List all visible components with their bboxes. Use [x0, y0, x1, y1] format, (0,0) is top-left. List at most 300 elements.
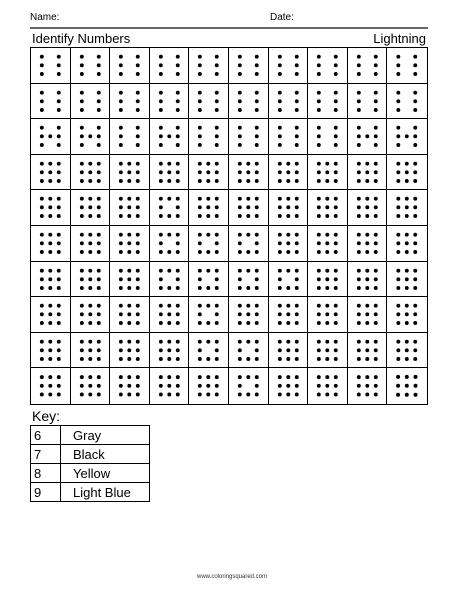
dot	[96, 214, 100, 218]
dot	[88, 206, 92, 210]
grid-cell	[387, 333, 427, 369]
grid-cell	[31, 262, 71, 298]
grid-cell	[110, 368, 150, 404]
header-divider	[30, 27, 428, 29]
dot	[246, 170, 250, 174]
dot	[374, 214, 378, 218]
dot	[334, 277, 338, 281]
dot	[357, 348, 361, 352]
dot	[96, 268, 100, 272]
dot	[255, 162, 259, 166]
dot	[317, 63, 321, 67]
dot	[397, 90, 401, 94]
key-number: 7	[31, 445, 61, 464]
dot	[128, 233, 132, 237]
dot	[246, 179, 250, 183]
dot	[277, 108, 281, 112]
dot	[207, 393, 211, 397]
dot	[334, 286, 338, 290]
grid-cell	[387, 119, 427, 155]
dot	[246, 357, 250, 361]
dot	[405, 170, 409, 174]
dot-pattern	[229, 119, 268, 154]
dot	[414, 55, 418, 59]
dot	[294, 376, 298, 380]
dot	[255, 233, 259, 237]
dot	[167, 135, 171, 139]
dot	[357, 135, 361, 139]
dot	[326, 321, 330, 325]
dot	[277, 357, 281, 361]
dot	[57, 126, 61, 130]
dot	[119, 268, 123, 272]
dot	[277, 277, 281, 281]
dot	[374, 376, 378, 380]
dot	[48, 214, 52, 218]
dot	[136, 197, 140, 201]
dot	[57, 108, 61, 112]
dot-pattern	[387, 226, 427, 261]
dot	[96, 108, 100, 112]
grid-cell	[31, 226, 71, 262]
dot	[57, 277, 61, 281]
dot	[365, 233, 369, 237]
dot	[414, 348, 418, 352]
dot-pattern	[189, 119, 228, 154]
grid-cell	[71, 48, 111, 84]
dot	[277, 162, 281, 166]
grid-cell	[110, 190, 150, 226]
dot	[317, 348, 321, 352]
dot	[96, 376, 100, 380]
dot	[317, 376, 321, 380]
dot	[57, 179, 61, 183]
dot	[207, 376, 211, 380]
dot	[79, 376, 83, 380]
dot	[246, 313, 250, 317]
dot	[246, 250, 250, 254]
dot	[317, 250, 321, 254]
dot	[198, 348, 202, 352]
dot	[357, 170, 361, 174]
dot	[405, 268, 409, 272]
dot	[215, 55, 219, 59]
dot	[414, 135, 418, 139]
dot	[96, 393, 100, 397]
grid-cell	[189, 48, 229, 84]
dot	[215, 179, 219, 183]
dot	[207, 179, 211, 183]
dot	[414, 214, 418, 218]
dot	[176, 321, 180, 325]
dot	[334, 206, 338, 210]
dot	[365, 170, 369, 174]
dot	[215, 384, 219, 388]
dot	[96, 170, 100, 174]
dot	[294, 340, 298, 344]
dot	[128, 357, 132, 361]
dot	[414, 72, 418, 76]
dot	[167, 348, 171, 352]
dot	[326, 384, 330, 388]
dot	[255, 206, 259, 210]
dot	[176, 241, 180, 245]
grid-cell	[229, 119, 269, 155]
grid-cell	[71, 297, 111, 333]
dot	[246, 233, 250, 237]
dot	[96, 143, 100, 147]
dot	[246, 162, 250, 166]
dot	[357, 99, 361, 103]
grid-cell	[150, 262, 190, 298]
dot	[277, 179, 281, 183]
grid-cell	[269, 190, 309, 226]
dot-pattern	[387, 190, 427, 225]
dot	[88, 321, 92, 325]
dot	[374, 72, 378, 76]
dot	[119, 393, 123, 397]
dot-pattern	[110, 119, 149, 154]
dot	[159, 233, 163, 237]
dot	[286, 348, 290, 352]
dot	[334, 241, 338, 245]
dot	[277, 268, 281, 272]
dot	[286, 304, 290, 308]
dot	[317, 143, 321, 147]
grid-cell	[31, 84, 71, 120]
dot	[374, 233, 378, 237]
dot	[414, 384, 418, 388]
grid-cell	[387, 190, 427, 226]
key-number: 8	[31, 464, 61, 483]
dot	[255, 286, 259, 290]
dot	[159, 90, 163, 94]
dot	[119, 313, 123, 317]
dot	[238, 170, 242, 174]
dot-pattern	[110, 190, 149, 225]
dot	[79, 313, 83, 317]
dot	[159, 143, 163, 147]
dot	[215, 170, 219, 174]
dot	[176, 170, 180, 174]
dot	[238, 126, 242, 130]
dot	[374, 197, 378, 201]
key-row-7	[31, 445, 150, 464]
dot	[40, 357, 44, 361]
dot	[167, 384, 171, 388]
dot	[215, 143, 219, 147]
dot	[119, 214, 123, 218]
dot	[159, 268, 163, 272]
grid-cell	[189, 262, 229, 298]
dot	[88, 304, 92, 308]
dot	[215, 241, 219, 245]
dot	[119, 233, 123, 237]
dot-pattern	[387, 84, 427, 119]
dot	[159, 162, 163, 166]
dot	[294, 126, 298, 130]
dot	[40, 321, 44, 325]
dot	[294, 268, 298, 272]
dot-pattern	[348, 333, 387, 368]
dot	[317, 99, 321, 103]
dot	[238, 197, 242, 201]
dot-pattern	[348, 297, 387, 332]
dot-pattern	[387, 333, 427, 368]
dot	[317, 357, 321, 361]
dot	[48, 357, 52, 361]
dot	[79, 170, 83, 174]
dot	[136, 340, 140, 344]
date-label: Date:	[270, 12, 294, 23]
dot	[136, 277, 140, 281]
dot	[119, 55, 123, 59]
grid-cell	[31, 190, 71, 226]
dot	[405, 286, 409, 290]
dot	[88, 376, 92, 380]
dot	[215, 99, 219, 103]
dot	[159, 348, 163, 352]
dot	[405, 214, 409, 218]
dot	[334, 233, 338, 237]
dot	[255, 304, 259, 308]
dot	[57, 214, 61, 218]
dot	[198, 313, 202, 317]
dot-pattern	[31, 155, 70, 190]
dot-pattern	[189, 48, 228, 83]
dot	[365, 179, 369, 183]
dot	[40, 170, 44, 174]
dot	[159, 108, 163, 112]
dot	[198, 321, 202, 325]
dot	[357, 63, 361, 67]
dot	[414, 375, 418, 379]
dot	[397, 206, 401, 210]
dot	[79, 90, 83, 94]
dot	[176, 126, 180, 130]
dot	[215, 286, 219, 290]
dot	[397, 108, 401, 112]
dot-pattern	[189, 155, 228, 190]
dot	[159, 340, 163, 344]
dot	[414, 241, 418, 245]
dot	[119, 340, 123, 344]
dot	[128, 348, 132, 352]
dot	[88, 214, 92, 218]
dot	[286, 214, 290, 218]
dot	[286, 179, 290, 183]
grid-cell	[71, 333, 111, 369]
dot	[334, 393, 338, 397]
grid-cell	[269, 297, 309, 333]
dot	[136, 384, 140, 388]
dot	[414, 162, 418, 166]
dot	[176, 268, 180, 272]
grid-cell	[150, 368, 190, 404]
dot	[96, 99, 100, 103]
dot	[277, 126, 281, 130]
dot	[357, 55, 361, 59]
grid-cell	[348, 226, 388, 262]
dot	[136, 63, 140, 67]
dot-pattern	[189, 333, 228, 368]
dot	[119, 90, 123, 94]
grid-cell	[269, 226, 309, 262]
dot	[57, 143, 61, 147]
dot	[198, 393, 202, 397]
dot-pattern	[269, 297, 308, 332]
dot	[176, 63, 180, 67]
grid-cell	[110, 119, 150, 155]
dot	[277, 321, 281, 325]
dot	[277, 55, 281, 59]
grid-cell	[348, 190, 388, 226]
dot	[40, 348, 44, 352]
dot	[198, 126, 202, 130]
dot	[246, 268, 250, 272]
dot	[374, 304, 378, 308]
dot	[136, 108, 140, 112]
dot-pattern	[229, 84, 268, 119]
dot	[48, 179, 52, 183]
dot	[167, 214, 171, 218]
dot	[255, 384, 259, 388]
dot	[238, 63, 242, 67]
dot-pattern	[308, 368, 347, 404]
dot-pattern	[308, 333, 347, 368]
dot	[48, 304, 52, 308]
dot	[255, 143, 259, 147]
dot	[396, 375, 400, 379]
grid-cell	[189, 84, 229, 120]
dot	[136, 170, 140, 174]
dot	[79, 214, 83, 218]
dot	[57, 72, 61, 76]
dot	[326, 214, 330, 218]
dot	[119, 321, 123, 325]
dot	[405, 277, 409, 281]
dot	[374, 241, 378, 245]
dot	[128, 179, 132, 183]
dot	[334, 313, 338, 317]
dot	[215, 393, 219, 397]
dot	[40, 376, 44, 380]
dot	[414, 268, 418, 272]
dot	[128, 277, 132, 281]
dot	[215, 214, 219, 218]
dot	[397, 340, 401, 344]
dot-pattern	[387, 297, 427, 332]
dot	[176, 340, 180, 344]
dot	[159, 214, 163, 218]
dot	[48, 268, 52, 272]
dot	[198, 376, 202, 380]
grid-cell	[189, 297, 229, 333]
dot	[136, 313, 140, 317]
dot	[198, 55, 202, 59]
dot-pattern	[71, 226, 110, 261]
dot	[286, 197, 290, 201]
grid-cell	[71, 190, 111, 226]
dot	[40, 179, 44, 183]
dot-pattern	[110, 155, 149, 190]
dot	[326, 241, 330, 245]
dot	[365, 277, 369, 281]
dot-pattern	[308, 84, 347, 119]
dot	[176, 72, 180, 76]
dot	[374, 90, 378, 94]
dot	[397, 170, 401, 174]
grid-cell	[387, 155, 427, 191]
dot-pattern	[31, 297, 70, 332]
dot	[159, 250, 163, 254]
dot	[96, 90, 100, 94]
dot	[176, 393, 180, 397]
dot	[119, 179, 123, 183]
dot	[405, 250, 409, 254]
dot	[326, 162, 330, 166]
dot	[357, 321, 361, 325]
dot	[238, 376, 242, 380]
dot	[215, 250, 219, 254]
dot	[405, 241, 409, 245]
grid-cell	[269, 368, 309, 404]
dot	[79, 321, 83, 325]
dot	[405, 393, 409, 397]
dot	[198, 170, 202, 174]
dot	[159, 241, 163, 245]
dot	[40, 214, 44, 218]
dot	[317, 277, 321, 281]
dot	[128, 241, 132, 245]
dot	[238, 268, 242, 272]
dot	[397, 250, 401, 254]
dot	[79, 340, 83, 344]
dot	[374, 250, 378, 254]
dot	[374, 340, 378, 344]
dot	[40, 135, 44, 139]
dot-pattern	[189, 84, 228, 119]
dot	[167, 376, 171, 380]
dot	[128, 321, 132, 325]
dot	[207, 214, 211, 218]
grid-cell	[189, 155, 229, 191]
dot	[317, 214, 321, 218]
dot	[136, 206, 140, 210]
dot	[374, 143, 378, 147]
grid-cell	[308, 262, 348, 298]
dot	[215, 206, 219, 210]
dot	[57, 348, 61, 352]
grid-cell	[387, 297, 427, 333]
key-color: Gray	[61, 426, 150, 445]
dot	[405, 313, 409, 317]
dot	[397, 286, 401, 290]
dot	[79, 179, 83, 183]
dot	[48, 250, 52, 254]
dot	[119, 162, 123, 166]
dot	[277, 63, 281, 67]
dot	[294, 357, 298, 361]
dot	[294, 179, 298, 183]
dot	[159, 277, 163, 281]
grid-cell	[189, 226, 229, 262]
dot	[365, 384, 369, 388]
dot	[286, 384, 290, 388]
dot	[176, 348, 180, 352]
dot	[365, 357, 369, 361]
dot	[176, 135, 180, 139]
